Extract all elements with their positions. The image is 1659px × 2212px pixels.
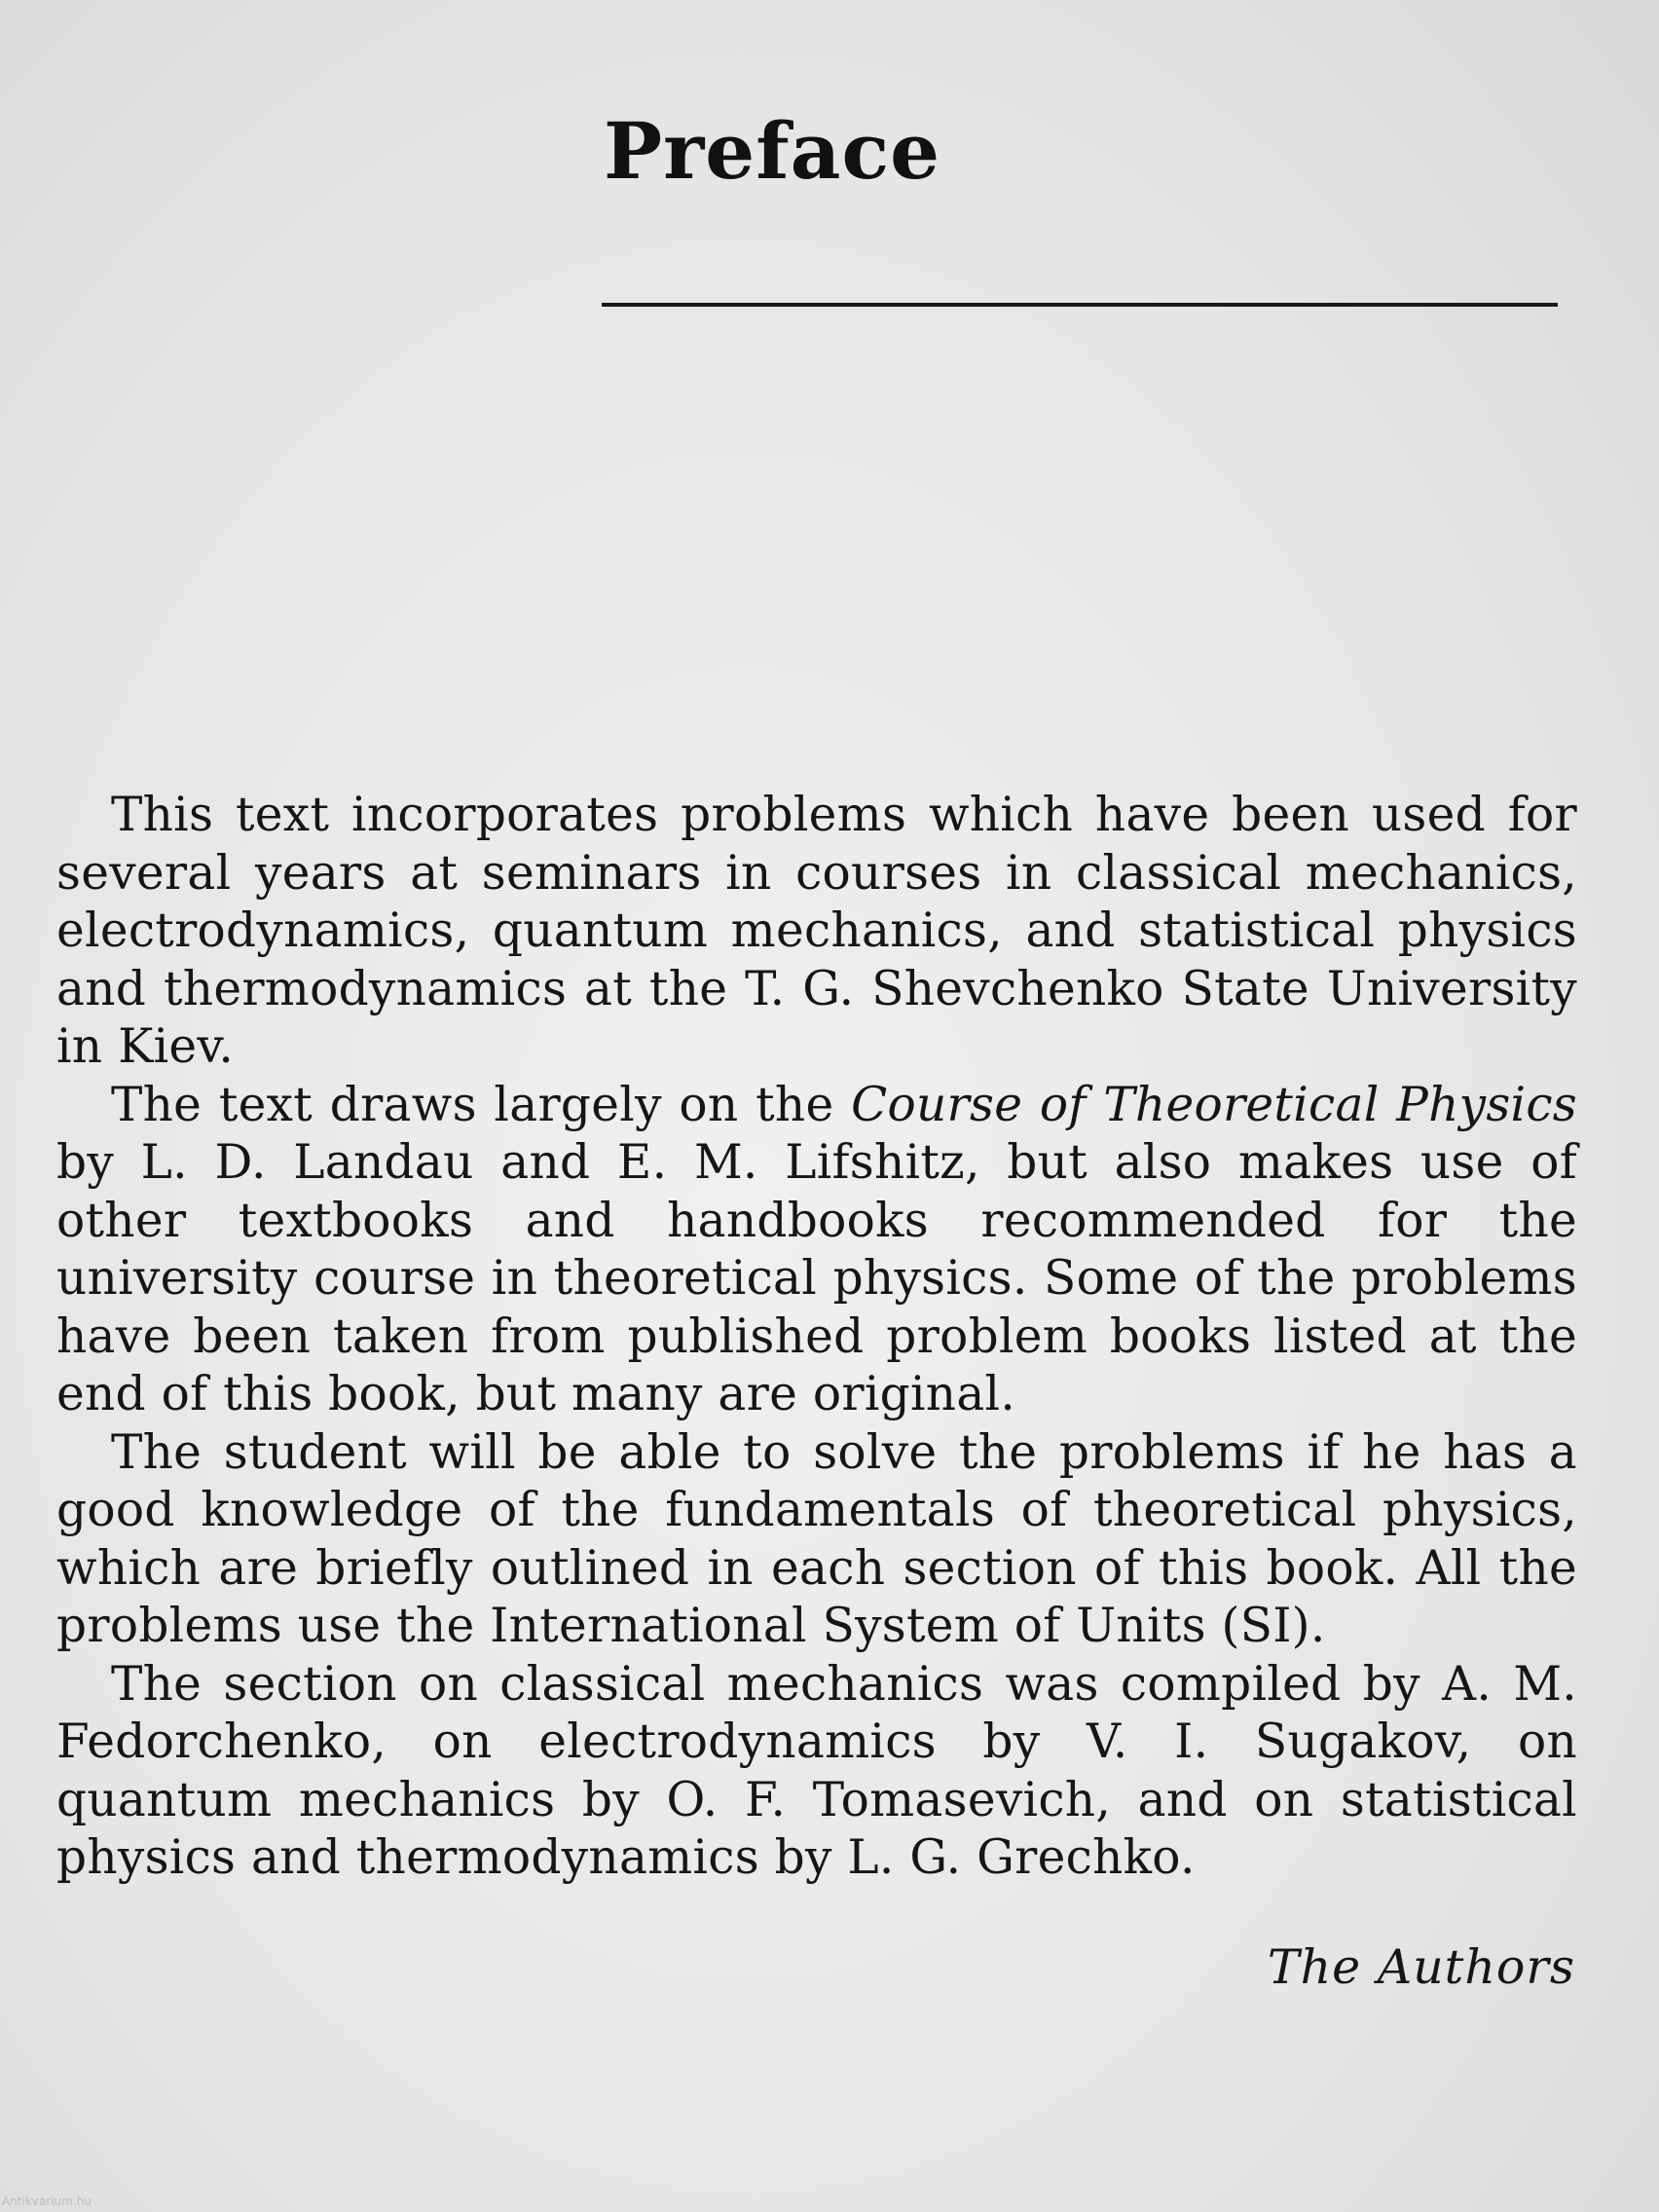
paragraph-2 [56, 1077, 1577, 1424]
preface-body [56, 787, 1577, 1888]
book-title-italic: Course of Theoretical Physics [851, 1077, 1577, 1132]
paragraph-4: The section on classical mechanics was compiled by A. M. Fedorchenko, on electrodynamics by V. I. Sugakov, on quantum mechanics by O. F. Tomasevich, and on statistical physics and thermodynamics by L. G. Grechko. [56, 1656, 1577, 1885]
signature: The Authors [1267, 1939, 1575, 1995]
title-rule [602, 303, 1558, 307]
watermark: Antikvarium.hu [2, 2194, 92, 2208]
page-title: Preface [604, 105, 941, 197]
paragraph-1: This text incorporates problems which have been used for several years at seminars in courses in classical mechanics, electrodynamics, quantum mechanics, and statistical physics and thermodynamics at the T. G. Shevchenko State University in Kiev. [56, 788, 1577, 1074]
paragraph-3: The student will be able to solve the problems if he has a good knowledge of the fundamentals of theoretical physics, which are briefly outlined in each section of this book. All the problems use the International System of Units (SI). [56, 1424, 1577, 1653]
paragraph-2-text-a: The text draws largely on the [111, 1077, 852, 1132]
paragraph-2-text-b: by L. D. Landau and E. M. Lifshitz, but also makes use of other textbooks and handbooks recommended for the university course in theoretical physics. Some of the problems have been taken from published problem books listed at the end of this book, but many are original. [56, 1135, 1577, 1421]
